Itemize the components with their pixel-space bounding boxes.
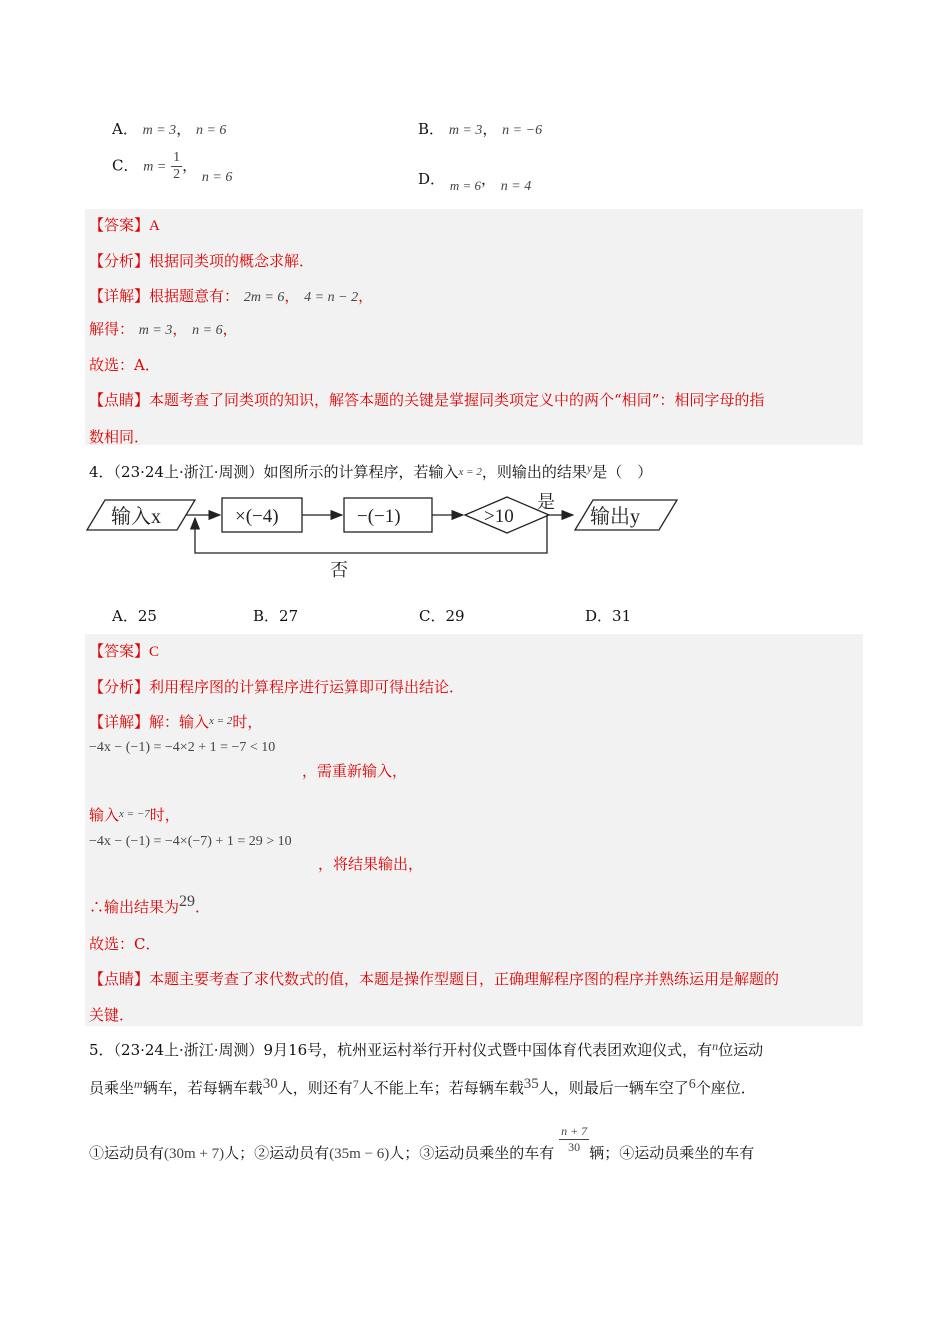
q3-solve: 解得： m = 3， n = 6， [89,320,238,338]
q3-option-b: B． m = 3， n = −6 [418,120,543,138]
flow-condition-label: >10 [484,506,514,527]
q3-option-a: A． m = 3， n = 6 [112,120,227,138]
q5-stem-line2: 员乘坐$^m$辆车，若每辆车载30人，则还有$^7$人不能上车；若每辆车载35人，则最后一辆车空了6个座位． [89,1076,756,1097]
q4-result: ∴输出结果为29． [89,893,211,916]
q3-answer: 【答案】A [89,216,160,234]
q4-calc2: −4x − (−1) = −4×(−7) + 1 = 29 > 10 [89,834,292,849]
flow-times-label: ×(−4) [235,506,279,527]
q3-choose: 故选：A． [89,356,160,374]
q4-option-b: B．27 [253,607,299,625]
flow-input-label: 输入x [111,506,161,528]
flow-output-label: 输出y [590,506,640,528]
q5-stem-line1: 5．（23·24上·浙江·周测）9月16号，杭州亚运村举行开村仪式暨中国体育代表团欢迎仪式，有$^n$位运动 [89,1039,764,1059]
q4-detail: 【详解】解：输入$^{x = 2}$时， [89,713,263,731]
q5-statements: ①运动员有(30m + 7)人；②运动员有(35m − 6)人；③运动员乘坐的车有 $\frac{n + 7}{30}$ 辆；④运动员乘坐的车有 [89,1124,755,1162]
q3-option-d: D． m = 6， n = 4 [418,170,532,194]
q3-comment: 【点睛】本题考查了同类项的知识，解答本题的关键是掌握同类项定义中的两个“相同”：相同字母的指 [89,391,765,409]
q4-calc1: −4x − (−1) = −4×2 + 1 = −7 < 10 [89,740,276,755]
q4-calc1-text: ，需重新输入， [302,762,408,780]
fraction: $\frac{n + 7}{30}$ [561,1124,588,1154]
q4-option-c: C．29 [419,607,465,625]
fraction: $\frac{1}{2}$ [173,150,181,182]
q4-analysis: 【分析】利用程序图的计算程序进行运算即可得出结论． [89,678,465,696]
flowchart [85,488,685,583]
q4-answer: 【答案】C [89,642,160,660]
q4-input2: 输入$^{x = -7}$时， [89,806,180,824]
q3-analysis: 【分析】根据同类项的概念求解． [89,252,315,270]
q4-calc2-text: ，将结果输出， [318,855,424,873]
q4-choose: 故选：C． [89,935,161,953]
q4-comment: 【点睛】本题主要考查了求代数式的值，本题是操作型题目，正确理解程序图的程序并熟练运用是解题的 [89,970,780,988]
flow-minus-label: −(−1) [357,506,401,527]
q3-comment-cont: 数相同． [89,428,150,446]
flow-yes-label: 是 [537,492,555,513]
q3-option-c: C． m = $\frac{1}{2}$ ， n = 6 [112,150,233,185]
q4-comment-cont: 关键． [89,1006,135,1024]
flow-no-label: 否 [330,560,348,581]
q4-stem: 4．（23·24上·浙江·周测）如图所示的计算程序，若输入x = 2，则输出的结果$^y$是（ ） [89,461,653,481]
q4-option-d: D．31 [585,607,632,625]
q3-detail: 【详解】根据题意有： 2m = 6， 4 = n − 2， [89,287,374,305]
q4-option-a: A．25 [112,607,157,625]
